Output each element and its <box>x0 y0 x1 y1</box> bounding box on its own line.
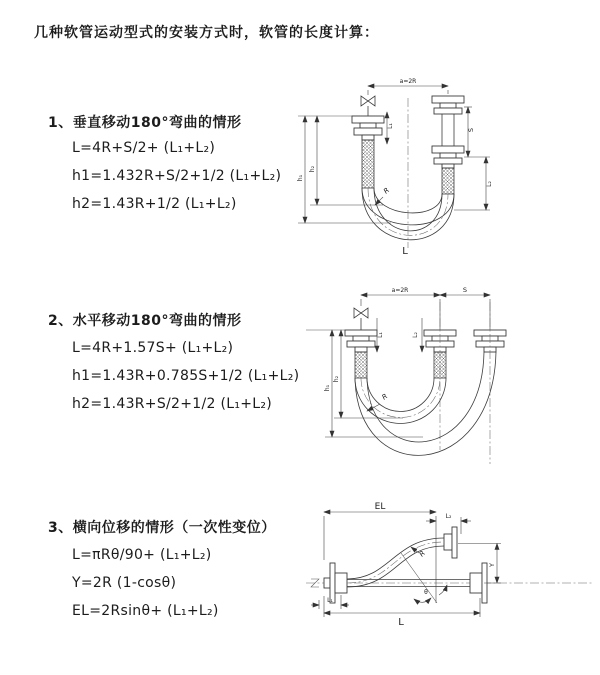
section-3-formula-Y: Y=2R (1-cosθ) <box>72 575 177 591</box>
dim-label-l1: L₁ <box>377 332 384 338</box>
dim-label-l1: L₁ <box>327 597 333 604</box>
dim-label-l1: L₁ <box>387 123 394 129</box>
dim-label-l2: L₂ <box>445 513 452 520</box>
flange-left <box>345 330 377 378</box>
section-2-heading: 2、水平移动180°弯曲的情形 <box>48 313 242 329</box>
section-1-formula-h2: h2=1.43R+1/2 (L₁+L₂) <box>72 196 237 212</box>
valve-icon <box>361 96 375 106</box>
section-1-formula-L: L=4R+S/2+ (L₁+L₂) <box>72 140 216 156</box>
dim-label-s: S <box>462 286 468 294</box>
diagram-lateral-displacement <box>298 496 600 648</box>
dim-label-el: EL <box>374 502 386 512</box>
section-3-formula-EL: EL=2Rsinθ+ (L₁+L₂) <box>72 603 219 619</box>
radius-label: R <box>417 549 427 559</box>
dim-label-y: Y <box>488 563 496 567</box>
diagram-vertical-180-bend <box>283 66 575 272</box>
dim-label-h2: h₂ <box>333 375 340 383</box>
dim-label-s: S <box>467 127 475 133</box>
section-1-heading: 1、垂直移动180°弯曲的情形 <box>48 115 242 131</box>
diagram-horizontal-180-bend <box>293 278 595 470</box>
section-3-heading: 3、横向位移的情形（一次性变位） <box>48 520 276 536</box>
section-2-formula-h1: h1=1.43R+0.785S+1/2 (L₁+L₂) <box>72 368 300 384</box>
flange-upper-displaced <box>444 527 457 558</box>
dim-label-a2r: a=2R <box>391 287 409 294</box>
dim-label-h2: h₂ <box>309 165 316 173</box>
dim-label-h1: h₁ <box>324 384 331 392</box>
dim-label-h1: h₁ <box>297 174 304 182</box>
section-3-formula-L: L=πRθ/90+ (L₁+L₂) <box>72 547 212 563</box>
braided-hose-right <box>442 168 454 194</box>
dim-label-a2r: a=2R <box>399 78 417 85</box>
dim-label-l: L <box>398 617 404 628</box>
dim-label-l2: L₂ <box>486 181 493 187</box>
radius-label: R <box>380 392 390 402</box>
angle-label-theta: θ <box>424 589 428 596</box>
radius-label: R <box>382 186 392 196</box>
page-title: 几种软管运动型式的安装方式时，软管的长度计算： <box>34 25 379 41</box>
section-2-formula-h2: h2=1.43R+S/2+1/2 (L₁+L₂) <box>72 396 273 412</box>
dim-label-l2: L₂ <box>412 332 419 338</box>
section-1-formula-h1: h1=1.432R+S/2+1/2 (L₁+L₂) <box>72 168 282 184</box>
braided-hose-left <box>362 140 374 188</box>
section-2-formula-L: L=4R+1.57S+ (L₁+L₂) <box>72 340 234 356</box>
length-label: L <box>402 246 408 257</box>
valve-icon <box>354 308 368 318</box>
